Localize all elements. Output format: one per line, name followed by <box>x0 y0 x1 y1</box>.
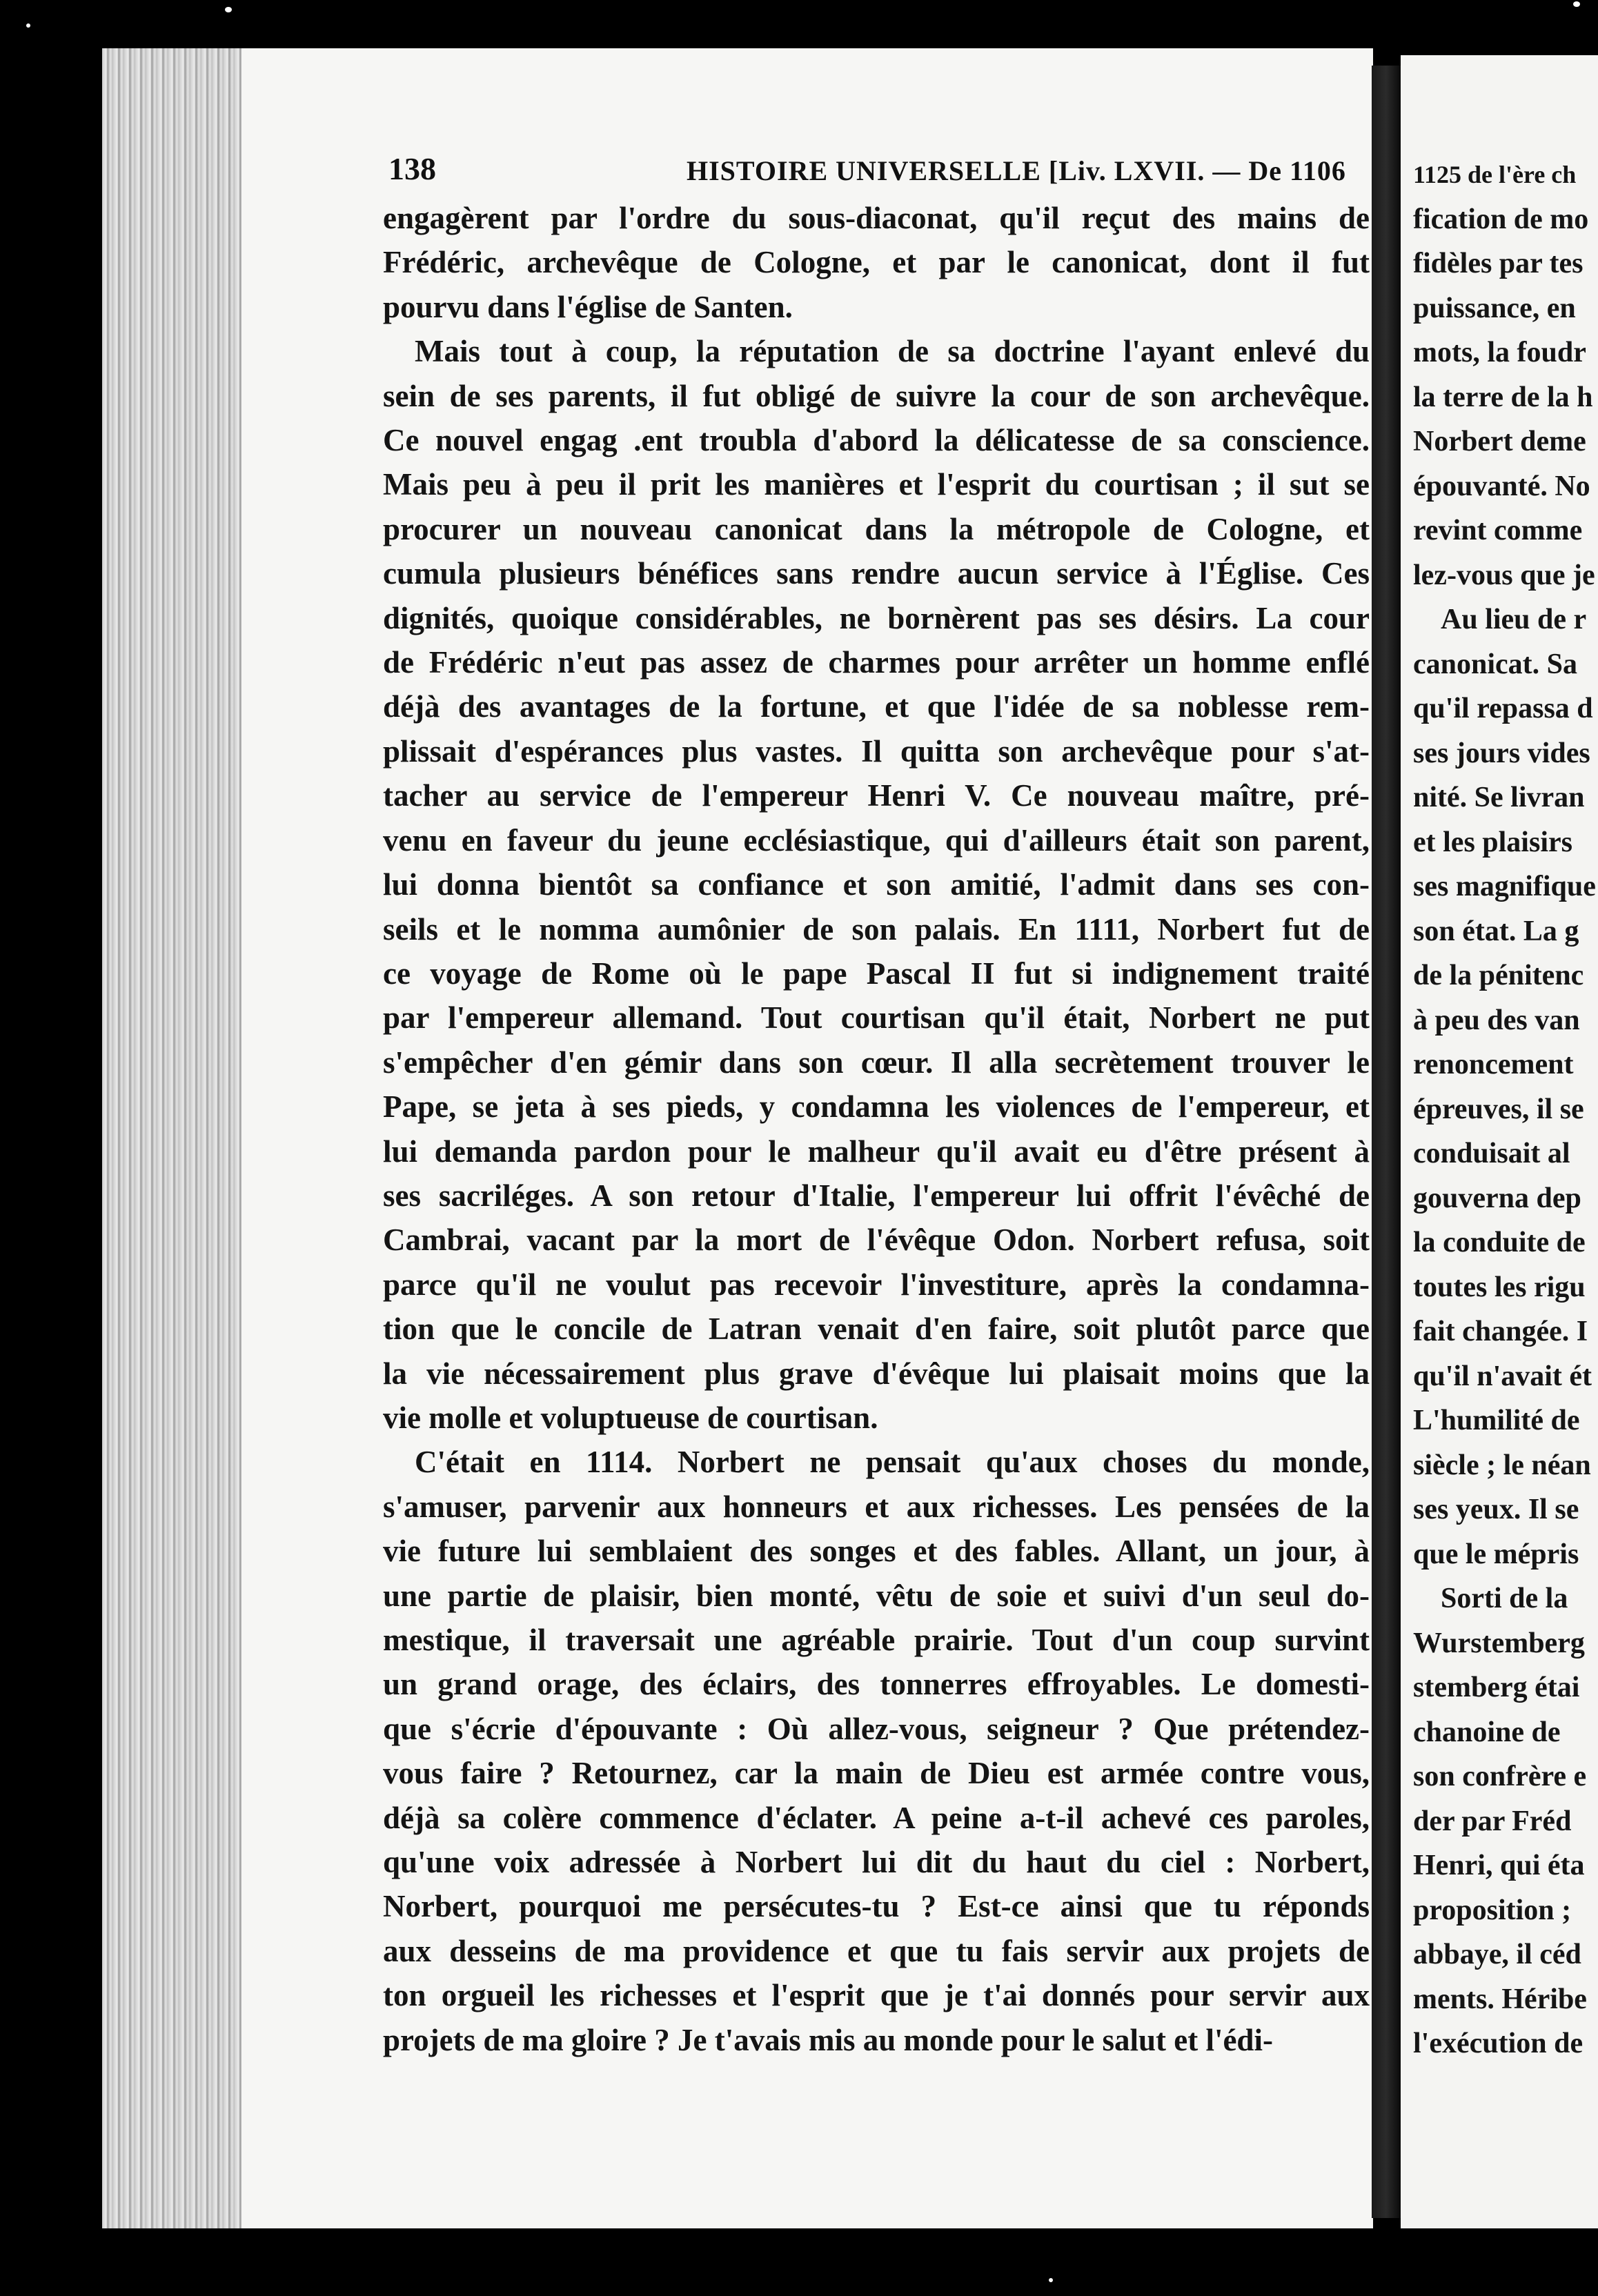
right-text-line: la terre de la h <box>1413 381 1593 413</box>
text-line: dignités, quoique considérables, ne bornèrent pas ses désirs. La cour <box>383 600 1370 635</box>
right-text-line: fication de mo <box>1413 203 1589 235</box>
page-number: 138 <box>388 151 436 186</box>
right-text-line: siècle ; le néan <box>1413 1449 1591 1481</box>
text-line: par l'empereur allemand. Tout courtisan qu'il était, Norbert ne put <box>383 1000 1370 1036</box>
text-line: Frédéric, archevêque de Cologne, et par le canonicat, dont il fut <box>383 245 1370 280</box>
text-line: C'était en 1114. Norbert ne pensait qu'aux choses du monde, <box>415 1445 1370 1480</box>
right-text-line: toutes les rigu <box>1413 1271 1586 1303</box>
text-line: cumula plusieurs bénéfices sans rendre aucun service à l'Église. Ces <box>383 556 1370 591</box>
right-text-line: Wurstemberg <box>1413 1627 1585 1659</box>
right-text-line: Sorti de la <box>1441 1583 1568 1614</box>
text-line: lui demanda pardon pour le malheur qu'il avait eu d'être présent à <box>383 1134 1370 1169</box>
text-line: s'amuser, parvenir aux honneurs et aux richesses. Les pensées de la <box>383 1489 1370 1524</box>
right-text-line: ses yeux. Il se <box>1413 1494 1579 1525</box>
right-text-line: revint comme <box>1413 515 1583 546</box>
right-text-line: qu'il n'avait ét <box>1413 1360 1592 1392</box>
right-text-line: proposition ; <box>1413 1894 1572 1926</box>
text-line: Cambrai, vacant par la mort de l'évêque Odon. Norbert refusa, soit <box>383 1223 1370 1258</box>
right-text-line: conduisait al <box>1413 1138 1570 1169</box>
text-line: Mais tout à coup, la réputation de sa doctrine l'ayant enlevé du <box>415 334 1370 369</box>
right-text-line: der par Fréd <box>1413 1805 1572 1837</box>
right-text-line: mots, la foudr <box>1413 337 1586 368</box>
text-line: seils et le nomma aumônier de son palais. En 1111, Norbert fut de <box>383 911 1370 947</box>
text-line: déjà des avantages de la fortune, et que l'idée de sa noblesse rem- <box>383 689 1370 724</box>
text-line: qu'une voix adressée à Norbert lui dit du haut du ciel : Norbert, <box>383 1845 1370 1880</box>
text-line: que s'écrie d'épouvante : Où allez-vous, seigneur ? Que prétendez- <box>383 1711 1370 1746</box>
book-gutter <box>1372 66 1401 2218</box>
text-line: ses sacriléges. A son retour d'Italie, l'empereur lui offrit l'évêché de <box>383 1178 1370 1213</box>
text-line: venu en faveur du jeune ecclésiastique, qui d'ailleurs était son parent, <box>383 822 1370 858</box>
right-text-line: la conduite de <box>1413 1227 1586 1258</box>
text-line: Ce nouvel engag .ent troubla d'abord la délicatesse de sa conscience. <box>383 423 1370 458</box>
text-line: aux desseins de ma providence et que tu fais servir aux projets de <box>383 1933 1370 1968</box>
text-line: vous faire ? Retournez, car la main de Dieu est armée contre vous, <box>383 1756 1370 1791</box>
text-line: vie molle et voluptueuse de courtisan. <box>383 1400 878 1435</box>
text-line: procurer un nouveau canonicat dans la métropole de Cologne, et <box>383 511 1370 546</box>
right-text-line: et les plaisirs <box>1413 826 1572 858</box>
text-line: sein de ses parents, il fut obligé de suivre la cour de son archevêque. <box>383 378 1370 413</box>
scan-speck <box>26 23 30 28</box>
right-text-line: Henri, qui éta <box>1413 1850 1585 1881</box>
right-text-line: stemberg étai <box>1413 1672 1580 1703</box>
text-line: pourvu dans l'église de Santen. <box>383 289 793 324</box>
text-line: lui donna bientôt sa confiance et son amitié, l'admit dans ses con- <box>383 867 1370 902</box>
right-text-line: nité. Se livran <box>1413 782 1585 813</box>
scan-speck <box>225 7 232 12</box>
text-line: un grand orage, des éclairs, des tonnerres effroyables. Le domesti- <box>383 1667 1370 1702</box>
right-page-body-text <box>1413 162 1598 2066</box>
page-stack-edges <box>102 48 247 2228</box>
right-text-line: épreuves, il se <box>1413 1093 1584 1125</box>
text-line: parce qu'il ne voulut pas recevoir l'investiture, après la condamna- <box>383 1267 1370 1302</box>
right-text-line: Au lieu de r <box>1441 604 1587 635</box>
right-text-line: son état. La g <box>1413 915 1579 947</box>
right-text-line: fidèles par tes <box>1413 248 1584 279</box>
text-line: déjà sa colère commence d'éclater. A peine a-t-il achevé ces paroles, <box>383 1800 1370 1835</box>
right-text-line: que le mépris <box>1413 1538 1579 1570</box>
right-text-line: Norbert deme <box>1413 426 1586 457</box>
text-line: s'empêcher d'en gémir dans son cœur. Il alla secrètement trouver le <box>383 1045 1370 1080</box>
right-text-line: ses jours vides <box>1413 737 1590 769</box>
right-text-line: chanoine de <box>1413 1716 1561 1748</box>
text-line: vie future lui semblaient des songes et des fables. Allant, un jour, à <box>383 1534 1370 1569</box>
text-line: la vie nécessairement plus grave d'évêque lui plaisait moins que la <box>383 1356 1370 1391</box>
text-line: plissait d'espérances plus vastes. Il quitta son archevêque pour s'at- <box>383 733 1370 769</box>
text-line: engagèrent par l'ordre du sous-diaconat, qu'il reçut des mains de <box>383 201 1370 235</box>
right-text-line: L'humilité de <box>1413 1405 1580 1436</box>
left-page-body-text <box>383 196 1370 2062</box>
right-text-line: de la pénitenc <box>1413 960 1584 991</box>
right-text-line: ses magnifique <box>1413 871 1596 902</box>
right-text-line: fait changée. I <box>1413 1316 1588 1347</box>
right-text-line: ments. Héribe <box>1413 1983 1587 2015</box>
text-line: ton orgueil les richesses et l'esprit que je t'ai donnés pour servir aux <box>383 1978 1370 2013</box>
text-line: de Frédéric n'eut pas assez de charmes pour arrêter un homme enflé <box>383 645 1370 680</box>
text-line: Pape, se jeta à ses pieds, y condamna les violences de l'empereur, et <box>383 1089 1370 1125</box>
right-text-line: l'exécution de <box>1413 2028 1584 2059</box>
text-line: ce voyage de Rome où le pape Pascal II fut si indignement traité <box>383 956 1370 991</box>
scan-speck <box>1049 2278 1053 2282</box>
right-text-line: abbaye, il céd <box>1413 1939 1581 1970</box>
right-text-line: qu'il repassa d <box>1413 693 1593 724</box>
text-line: tacher au service de l'empereur Henri V. Ce nouveau maître, pré- <box>383 778 1370 813</box>
text-line: Norbert, pourquoi me persécutes-tu ? Est-ce ainsi que tu réponds <box>383 1889 1370 1924</box>
right-text-line: renoncement <box>1413 1049 1574 1080</box>
right-text-line: gouverna dep <box>1413 1182 1581 1214</box>
text-line: Mais peu à peu il prit les manières et l'esprit du courtisan ; il sut se <box>383 467 1370 502</box>
running-head-title: HISTOIRE UNIVERSELLE [Liv. LXVII. — De 1106 <box>687 155 1346 186</box>
right-text-line: lez-vous que je <box>1413 559 1595 591</box>
text-line: mestique, il traversait une agréable prairie. Tout d'un coup survint <box>383 1623 1370 1657</box>
right-text-line: puissance, en <box>1413 292 1576 324</box>
right-text-line: son confrère e <box>1413 1761 1587 1792</box>
running-head <box>383 150 1370 192</box>
scan-speck <box>1573 1 1580 7</box>
right-text-line: épouvanté. No <box>1413 470 1590 502</box>
right-text-line: canonicat. Sa <box>1413 648 1578 680</box>
text-line: tion que le concile de Latran venait d'en faire, soit plutôt parce que <box>383 1312 1370 1347</box>
right-text-line: à peu des van <box>1413 1004 1580 1036</box>
text-line: une partie de plaisir, bien monté, vêtu de soie et suivi d'un seul do- <box>383 1578 1370 1613</box>
text-line: projets de ma gloire ? Je t'avais mis au monde pour le salut et l'édi- <box>383 2022 1273 2057</box>
right-running-head: 1125 de l'ère ch <box>1413 161 1577 188</box>
